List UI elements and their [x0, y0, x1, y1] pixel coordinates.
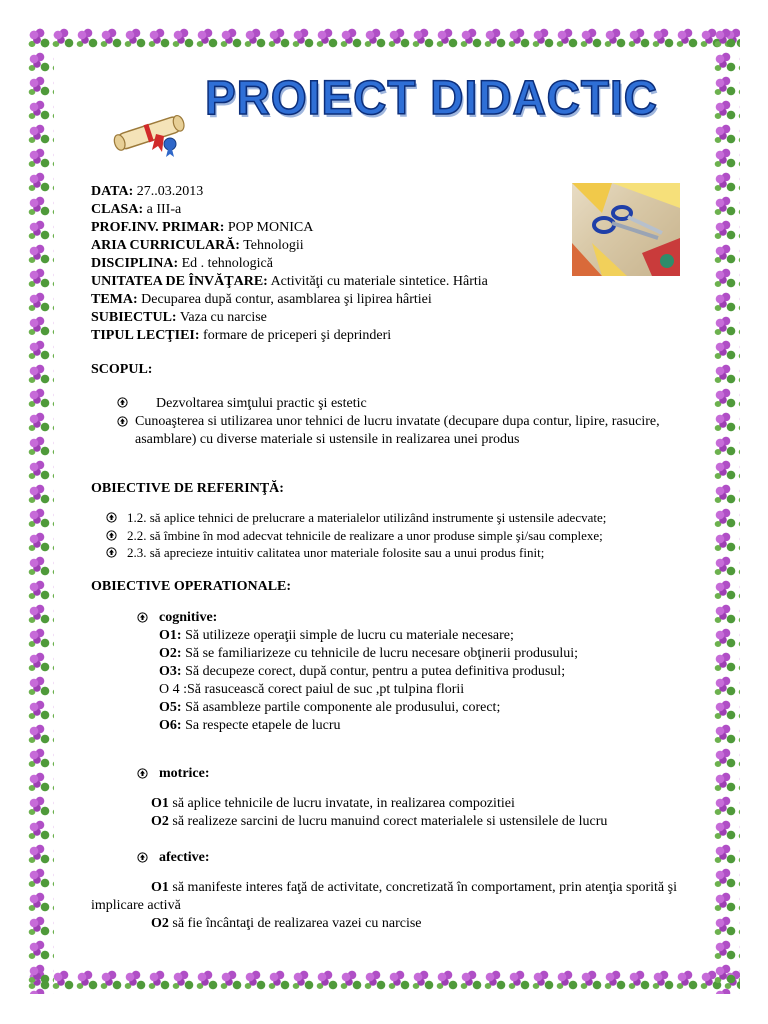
- objective-line: [151, 916, 422, 932]
- objective-line: [159, 664, 565, 680]
- cognitive-label: cognitive:: [159, 610, 218, 625]
- floral-border-left: [28, 26, 54, 994]
- objective-line: [151, 814, 607, 830]
- objective-code: O2: [151, 814, 169, 829]
- objective-line: [159, 682, 464, 698]
- bullet-icon: [137, 612, 148, 623]
- info-value: a III-a: [143, 202, 182, 217]
- bullet-icon: [117, 416, 128, 427]
- info-value: Decuparea după contur, asamblarea şi lipirea hârtiei: [137, 292, 432, 307]
- objective-line: [151, 796, 515, 812]
- scissors-icon: [572, 183, 680, 276]
- bullet-icon: [137, 768, 148, 779]
- scopul-item: Dezvoltarea simţului practic şi estetic: [156, 396, 367, 411]
- info-label: TEMA:: [91, 292, 138, 307]
- bullet-icon: [117, 397, 128, 408]
- objective-text: Sa respecte etapele de lucru: [181, 718, 341, 733]
- info-label: UNITATEA DE ÎNVĂŢARE:: [91, 274, 268, 289]
- document-title: PROIECT DIDACTIC: [205, 69, 658, 125]
- info-line: [91, 273, 488, 291]
- objective-code: O1: [151, 796, 169, 811]
- objective-line: [159, 628, 514, 644]
- objective-line: [159, 700, 500, 716]
- objective-text: O 4 :Să rasucească corect paiul de suc ,pt tulpina florii: [159, 682, 465, 697]
- objective-code: O3:: [159, 664, 182, 679]
- info-line: [91, 201, 181, 219]
- info-line: [91, 255, 273, 273]
- info-value: POP MONICA: [224, 220, 314, 235]
- info-label: TIPUL LECŢIEI:: [91, 328, 200, 343]
- scopul-item: asamblare) cu diverse materiale si ustensile in realizarea unei produs: [135, 432, 520, 447]
- bullet-icon: [106, 530, 117, 541]
- info-line: [91, 327, 391, 345]
- objective-text: Să se familiarizeze cu tehnicile de lucru necesare obţinerii produsului;: [181, 646, 579, 661]
- objective-code: O1:: [159, 628, 182, 643]
- info-value: Activităţi cu materiale sintetice. Hârtia: [267, 274, 488, 289]
- objective-line: [159, 646, 578, 662]
- operationale-heading: OBIECTIVE OPERATIONALE:: [91, 579, 292, 594]
- objective-text: să realizeze sarcini de lucru manuind corect materialele si ustensilele de lucru: [168, 814, 608, 829]
- objective-text: să aplice tehnicile de lucru invatate, in realizarea compozitiei: [168, 796, 515, 811]
- info-label: DISCIPLINA:: [91, 256, 179, 271]
- info-value: Ed . tehnologică: [178, 256, 273, 271]
- info-label: PROF.INV. PRIMAR:: [91, 220, 225, 235]
- referinta-heading: OBIECTIVE DE REFERINŢĂ:: [91, 481, 284, 496]
- bullet-icon: [106, 512, 117, 523]
- diploma-scroll-icon: [106, 106, 198, 158]
- info-line: [91, 183, 203, 201]
- objective-text: să manifeste interes faţă de activitate, concretizată în comportament, prin atenţia sporită şi: [168, 880, 677, 895]
- info-value: 27..03.2013: [133, 184, 204, 199]
- objective-code: O5:: [159, 700, 182, 715]
- info-line: [91, 219, 313, 237]
- objective-text: Să decupeze corect, după contur, pentru a putea definitiva produsul;: [181, 664, 566, 679]
- objective-line: [159, 718, 341, 734]
- objective-code: O1: [151, 880, 169, 895]
- info-label: ARIA CURRICULARĂ:: [91, 238, 240, 253]
- objective-text: Să asambleze partile componente ale produsului, corect;: [181, 700, 501, 715]
- objective-code: O2: [151, 916, 169, 931]
- floral-border-top: [28, 26, 740, 52]
- floral-border-bottom: [28, 968, 740, 994]
- objective-code: O6:: [159, 718, 182, 733]
- bullet-icon: [106, 547, 117, 558]
- info-label: CLASA:: [91, 202, 144, 217]
- referinta-item: 2.2. să îmbine în mod adecvat tehnicile de realizare a unor produse simple şi/sau complexe;: [127, 528, 603, 543]
- motrice-label: motrice:: [159, 766, 210, 781]
- objective-line: [91, 898, 181, 914]
- referinta-item: 1.2. să aplice tehnici de prelucrare a materialelor utilizând instrumente şi ustensile adecvate;: [127, 510, 607, 525]
- afective-label: afective:: [159, 850, 210, 865]
- info-value: Vaza cu narcise: [176, 310, 267, 325]
- info-value: formare de priceperi şi deprinderi: [199, 328, 392, 343]
- bullet-icon: [137, 852, 148, 863]
- scopul-item: Cunoaşterea si utilizarea unor tehnici de lucru invatate (decupare dupa contur, lipire, rasucire,: [135, 414, 660, 429]
- referinta-item: 2.3. să aprecieze intuitiv calitatea unor materiale folosite sau a unui produs finit;: [127, 545, 545, 560]
- info-value: Tehnologii: [239, 238, 304, 253]
- info-line: [91, 309, 267, 327]
- objective-text: implicare activă: [91, 898, 181, 913]
- floral-border-right: [714, 26, 740, 994]
- info-label: DATA:: [91, 184, 134, 199]
- scopul-heading: SCOPUL:: [91, 362, 153, 377]
- objective-text: Să utilizeze operaţii simple de lucru cu materiale necesare;: [181, 628, 514, 643]
- objective-code: O2:: [159, 646, 182, 661]
- info-line: [91, 237, 304, 255]
- objective-line: [151, 880, 677, 896]
- info-line: [91, 291, 432, 309]
- info-label: SUBIECTUL:: [91, 310, 177, 325]
- objective-text: să fie încântaţi de realizarea vazei cu narcise: [168, 916, 422, 931]
- scissors-paper-photo: [572, 183, 680, 276]
